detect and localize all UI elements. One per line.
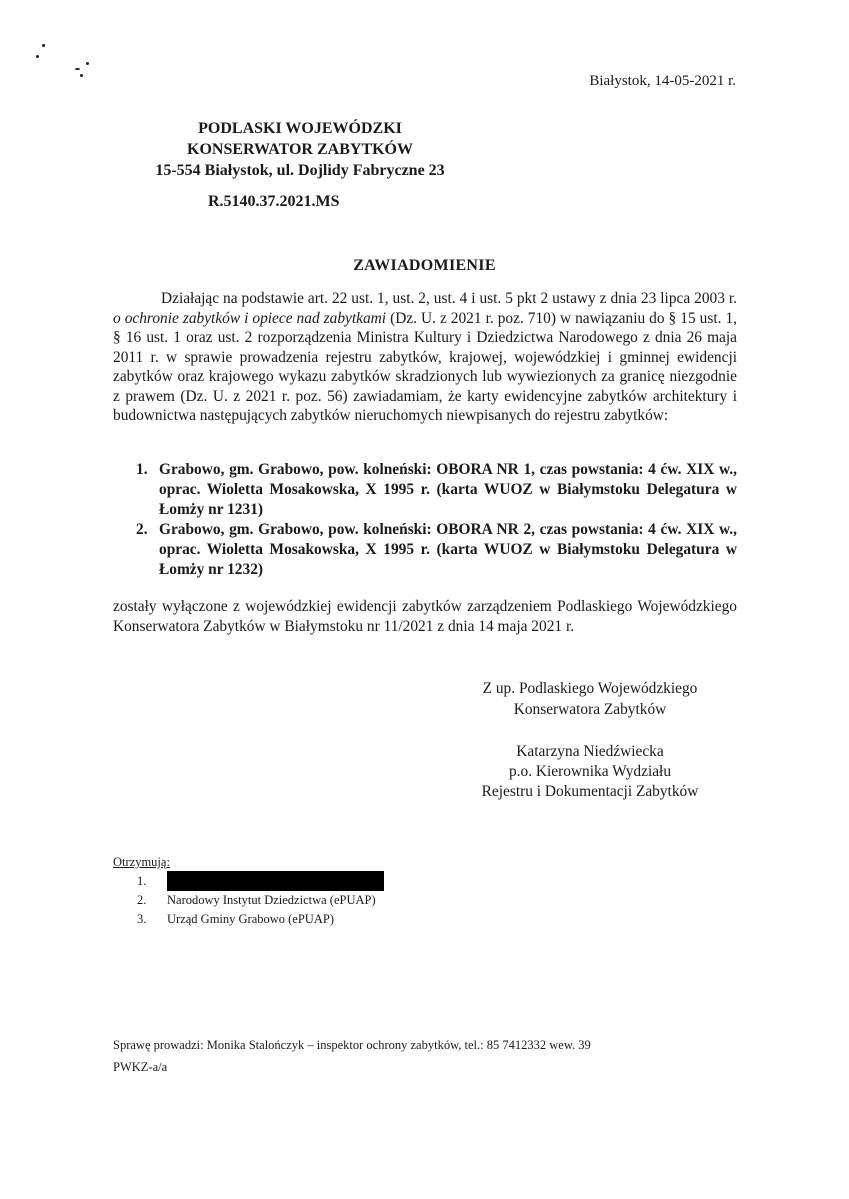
scan-speck xyxy=(36,55,39,58)
footer xyxy=(113,1034,591,1078)
office-line: PODLASKI WOJEWÓDZKI xyxy=(198,120,402,137)
recipient-item xyxy=(137,891,384,910)
recipient-name: Urząd Gminy Grabowo (ePUAP) xyxy=(167,912,334,926)
recipients-heading: Otrzymują: xyxy=(113,855,170,869)
recipient-item xyxy=(137,910,384,929)
recipients-list xyxy=(137,872,384,929)
recipient-number: 2. xyxy=(137,893,147,907)
closing-paragraph: zostały wyłączone z wojewódzkiej ewidencji zabytków zarządzeniem Podlaskiego Wojewódzkiego Konserwatora Zabytków w Białymstoku nr 11/2021 z dnia 14 maja 2021 r. xyxy=(113,598,737,635)
signature-signer xyxy=(440,742,740,802)
signature-authority xyxy=(440,678,740,720)
recipient-number: 1. xyxy=(137,874,147,888)
document-title: ZAWIADOMIENIE xyxy=(353,257,496,274)
recipient-item xyxy=(137,872,384,891)
list-number: 2. xyxy=(136,521,148,538)
signer-name: Katarzyna Niedźwiecka xyxy=(516,743,664,760)
list-text: Grabowo, gm. Grabowo, pow. kolneński: OBORA NR 2, czas powstania: 4 ćw. XIX w., oprac. Wioletta Mosakowska, X 1995 r. (karta WUOZ w Białymstoku Delegatura w Łomży nr 1232) xyxy=(159,521,737,578)
body-text: (Dz. U. z 2021 r. poz. 710) w nawiązaniu do § 15 ust. 1, § 16 ust. 1 oraz ust. 2 rozporządzenia Ministra Kultury i Dziedzictwa Narodowego z dnia 26 maja 2011 r. w sprawie prowadzenia rejestru zabytków, krajowej, wojewódzkiej i gminnej ewidencji zabytków oraz krajowego wykazu zabytków skradzionych lub wywiezionych za granicę niezgodnie z prawem (Dz. U. z 2021 r. poz. 56) zawiadamiam, że karty ewidencyjne zabytków architektury i budownictwa następujących zabytków nieruchomych niewpisanych do rejestru zabytków: xyxy=(113,309,738,424)
signature-line: Konserwatora Zabytków xyxy=(513,701,667,718)
scan-speck xyxy=(80,74,83,77)
office-line: KONSERWATOR ZABYTKÓW xyxy=(187,141,413,158)
act-title: o ochronie zabytków i opiece nad zabytkami xyxy=(113,309,387,327)
list-text: Grabowo, gm. Grabowo, pow. kolneński: OBORA NR 1, czas powstania: 4 ćw. XIX w., oprac. Wioletta Mosakowska, X 1995 r. (karta WUOZ w Białymstoku Delegatura w Łomży nr 1231) xyxy=(159,461,737,518)
body-paragraph xyxy=(113,289,737,426)
signer-role: p.o. Kierownika Wydziału xyxy=(508,763,672,780)
list-item xyxy=(136,460,737,520)
scan-speck xyxy=(86,62,89,65)
place-date: Białystok, 14-05-2021 r. xyxy=(589,73,736,89)
redaction-bar xyxy=(167,871,384,891)
recipient-number: 3. xyxy=(137,912,147,926)
office-address: 15-554 Białystok, ul. Dojlidy Fabryczne 23 xyxy=(155,162,445,179)
body-text: Działając na podstawie art. 22 ust. 1, ust. 2, ust. 4 i ust. 5 pkt 2 ustawy z dnia 23 lipca 2003 r. xyxy=(161,290,737,307)
monument-list xyxy=(136,460,737,580)
office-header xyxy=(140,118,460,181)
reference-number: R.5140.37.2021.MS xyxy=(208,193,340,210)
list-item xyxy=(136,520,737,580)
file-code: PWKZ-a/a xyxy=(113,1060,168,1074)
list-number: 1. xyxy=(136,461,148,478)
scan-speck xyxy=(75,68,80,70)
signer-role: Rejestru i Dokumentacji Zabytków xyxy=(481,783,699,800)
case-handler: Sprawę prowadzi: Monika Stalończyk – inspektor ochrony zabytków, tel.: 85 7412332 wew. 39 xyxy=(113,1038,591,1052)
scan-speck xyxy=(42,44,45,47)
signature-line: Z up. Podlaskiego Wojewódzkiego xyxy=(482,680,698,697)
recipient-name: Narodowy Instytut Dziedzictwa (ePUAP) xyxy=(167,893,376,907)
